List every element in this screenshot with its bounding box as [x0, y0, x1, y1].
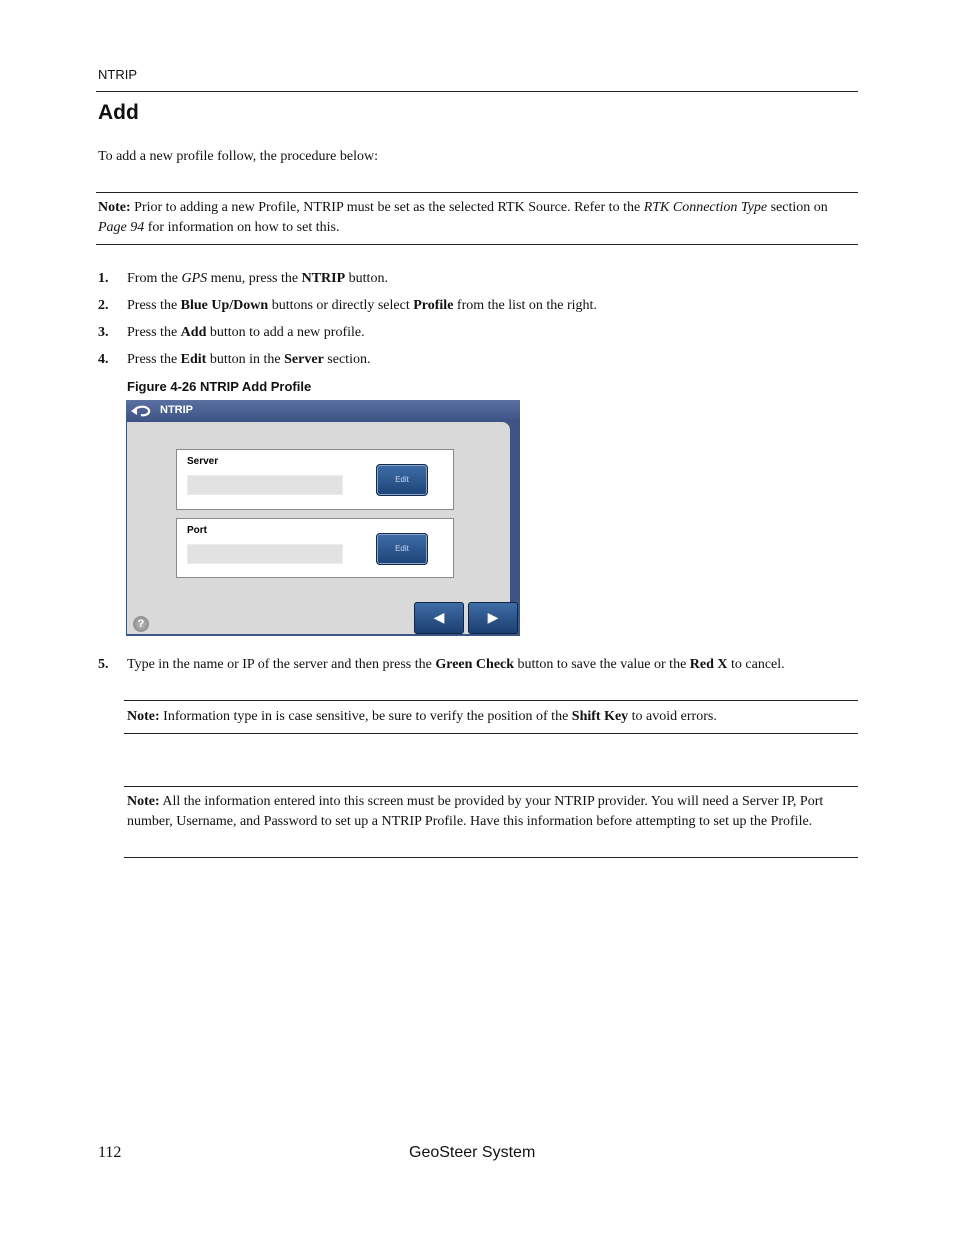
- header-rule: [96, 91, 858, 92]
- step-bold: Server: [284, 352, 324, 367]
- window-titlebar: [126, 400, 520, 422]
- left-arrow-icon[interactable]: ◀: [414, 602, 464, 634]
- step-bold: NTRIP: [301, 271, 346, 286]
- step-text: From the: [127, 271, 182, 286]
- step-text: Press the: [127, 325, 181, 340]
- note2-label: Note:: [127, 709, 160, 724]
- server-edit-button[interactable]: Edit: [376, 464, 428, 496]
- server-field[interactable]: [187, 475, 343, 495]
- note1-top-rule: [96, 192, 858, 193]
- note2-bold: Shift Key: [571, 709, 629, 724]
- note1: [98, 198, 858, 237]
- intro-text: To add a new profile follow, the procedure below:: [98, 149, 378, 164]
- page-number: 112: [98, 1144, 122, 1161]
- note3: [127, 792, 853, 831]
- server-label: Server: [187, 456, 219, 467]
- step-text: section.: [323, 352, 371, 367]
- step-text: Type in the name or IP of the server and then press the: [127, 657, 436, 672]
- step-text: to cancel.: [727, 657, 785, 672]
- step-number: 1.: [98, 271, 109, 286]
- step-text: button to add a new profile.: [206, 325, 365, 340]
- server-group: [176, 449, 454, 510]
- note3-label: Note:: [127, 794, 160, 809]
- step-number: 4.: [98, 352, 109, 367]
- note2: [127, 707, 857, 727]
- step-text: Press the: [127, 298, 181, 313]
- help-icon[interactable]: ?: [133, 616, 149, 632]
- step-number: 5.: [98, 657, 109, 672]
- port-label: Port: [187, 525, 207, 536]
- window-title: NTRIP: [160, 404, 193, 416]
- step-number: 2.: [98, 298, 109, 313]
- step-text: Press the: [127, 352, 181, 367]
- step-text: menu, press the: [207, 271, 302, 286]
- note1-bottom-rule: [96, 244, 858, 245]
- port-field[interactable]: [187, 544, 343, 564]
- note1-text-b: section on: [767, 200, 828, 215]
- step-bold: Add: [180, 325, 207, 340]
- back-arrow-icon[interactable]: [130, 403, 152, 419]
- note2-top-rule: [124, 700, 858, 701]
- right-arrow-icon[interactable]: ▶: [468, 602, 518, 634]
- port-edit-button[interactable]: Edit: [376, 533, 428, 565]
- step-bold: Red X: [689, 657, 728, 672]
- step-italic: GPS: [181, 271, 208, 286]
- step-bold: Green Check: [435, 657, 515, 672]
- note1-page-ref: Page 94: [98, 219, 145, 235]
- step-number: 3.: [98, 325, 109, 340]
- step-text: from the list on the right.: [453, 298, 597, 313]
- note2-text: Information type in is case sensitive, be sure to verify the position of the: [159, 709, 572, 724]
- note1-text-c: for information on how to set this.: [144, 219, 340, 235]
- step-text: button to save the value or the: [514, 657, 690, 672]
- figure-caption: Figure 4-26 NTRIP Add Profile: [127, 379, 312, 394]
- step-bold: Blue Up/Down: [180, 298, 269, 313]
- step-bold: Profile: [413, 298, 454, 313]
- ntrip-screenshot: [126, 400, 520, 636]
- step-text: buttons or directly select: [268, 298, 414, 313]
- step-bold: Edit: [180, 352, 207, 367]
- note3-text: All the information entered into this screen must be provided by your NTRIP provider. You will need a Server IP, Port number, Username, and Password to set up a NTRIP Profile. Have this information before attempting to set up the Profile.: [127, 794, 824, 829]
- note3-bottom-rule: [124, 857, 858, 858]
- note2-bottom-rule: [124, 733, 858, 734]
- port-group: [176, 518, 454, 578]
- step-text: button.: [345, 271, 388, 286]
- note3-top-rule: [124, 786, 858, 787]
- running-header: NTRIP: [98, 67, 137, 82]
- note1-label: Note:: [98, 200, 131, 215]
- step-text: button in the: [206, 352, 285, 367]
- note2-text-b: to avoid errors.: [628, 709, 717, 724]
- footer-title: GeoSteer System: [409, 1144, 536, 1161]
- section-heading: Add: [98, 101, 139, 124]
- note1-text: Prior to adding a new Profile, NTRIP must be set as the selected RTK Source. Refer to the: [130, 200, 644, 215]
- note1-reference: RTK Connection Type: [643, 200, 768, 215]
